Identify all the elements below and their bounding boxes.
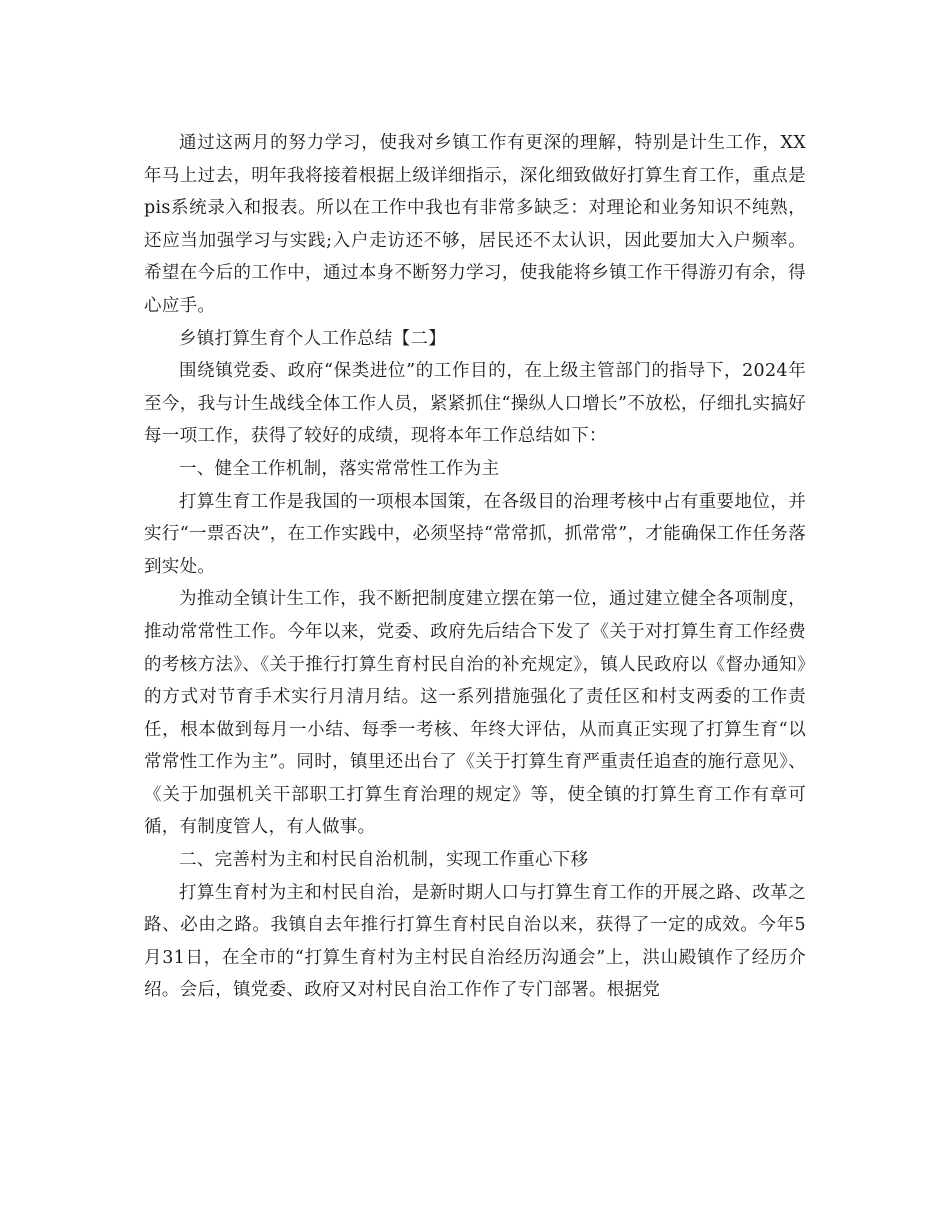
paragraph-institution-building: 为推动全镇计生工作，我不断把制度建立摆在第一位，通过建立健全各项制度，推动常常性工作。今年以来，党委、政府先后结合下发了《关于对打算生育工作经费的考核方法》、《关于推行打算生育村民自治的补充规定》，镇人民政府以《督办通知》的方式对节育手术实行月清月结。这一系列措施强化了责任区和村支两委的工作责任，根本做到每月一小结、每季一考核、年终大评估，从而真正实现了打算生育“以常常性工作为主”。同时，镇里还出台了《关于打算生育严重责任追查的施行意见》、《关于加强机关干部职工打算生育治理的规定》等，使全镇的打算生育工作有章可循，有制度管人，有人做事。 [144,589,806,838]
heading-work-mechanism: 一、健全工作机制，落实常常性工作为主 [179,458,500,479]
paragraph-village-autonomy: 打算生育村为主和村民自治，是新时期人口与打算生育工作的开展之路、改革之路、必由之路。我镇自去年推行打算生育村民自治以来，获得了一定的成效。今年5月31日，在全市的“打算生育村为主村民自治经历沟通会”上，洪山殿镇作了经历介绍。会后，镇党委、政府又对村民自治工作作了专门部署。根据党 [144,882,806,1001]
document-body [144,127,806,1007]
paragraph-intro: 围绕镇党委、政府“保类进位”的工作目的，在上级主管部门的指导下，2024年至今，我与计生战线全体工作人员，紧紧抓住“操纵人口增长”不放松，仔细扎实搞好每一项工作，获得了较好的成绩，现将本年工作总结如下： [144,361,806,447]
heading-village-autonomy: 二、完善村为主和村民自治机制，实现工作重心下移 [179,850,589,871]
section-title-part-two: 乡镇打算生育个人工作总结【二】 [179,328,446,349]
paragraph-study-summary: 通过这两月的努力学习，使我对乡镇工作有更深的理解，特别是计生工作，XX年马上过去，明年我将接着根据上级详细指示，深化细致做好打算生育工作，重点是pis系统录入和报表。所以在工作中我也有非常多缺乏：对理论和业务知识不纯熟，还应当加强学习与实践;入户走访还不够，居民还不太认识，因此要加大入户频率。希望在今后的工作中，通过本身不断努力学习，使我能将乡镇工作干得游刃有余，得心应手。 [144,133,806,316]
paragraph-national-policy: 打算生育工作是我国的一项根本国策，在各级目的治理考核中占有重要地位，并实行“一票否决”，在工作实践中，必须坚持“常常抓，抓常常”，才能确保工作任务落到实处。 [144,491,806,577]
